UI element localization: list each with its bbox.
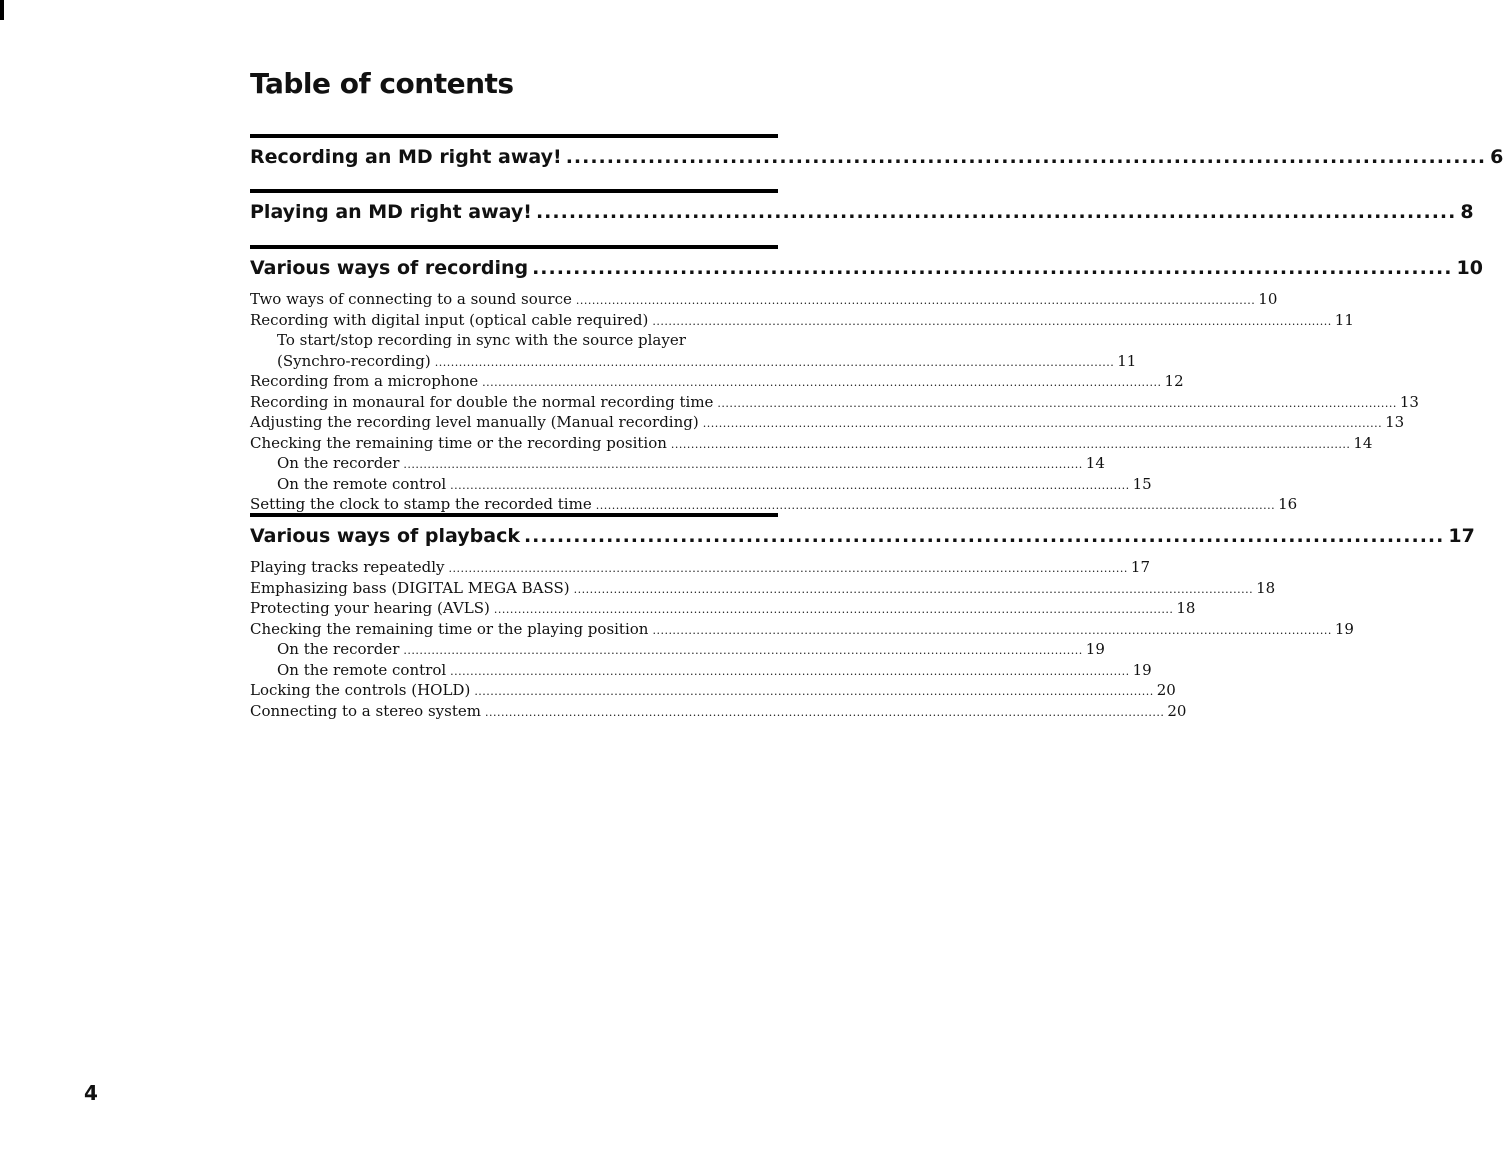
toc-entry[interactable]: [250, 372, 1184, 393]
leader-dots: ..........................................................................................................................................................................: [448, 562, 1128, 575]
leader-dots: ..........................................................................................................................................................................: [575, 294, 1256, 307]
toc-entry-page: 13: [1399, 392, 1419, 411]
toc-subentry[interactable]: [250, 454, 1105, 475]
section-heading[interactable]: [250, 523, 1475, 549]
leader-dots: ..........................................................................................................................................................................: [595, 499, 1276, 512]
toc-entry-text: Recording from a microphone: [250, 372, 479, 390]
toc-entry[interactable]: [250, 578, 1276, 600]
toc-entry[interactable]: [250, 290, 1278, 311]
toc-entry-text: On the recorder: [277, 454, 400, 472]
toc-section-various-playback: [250, 513, 1475, 722]
toc-entry[interactable]: [250, 392, 1419, 414]
toc-entry-text: Checking the remaining time or the playing position: [250, 619, 649, 638]
toc-entry-text: Two ways of connecting to a sound source: [250, 290, 572, 308]
toc-entry-text: (Synchro-recording): [277, 351, 431, 370]
toc-subentry[interactable]: [250, 640, 1105, 661]
page-title: Table of contents: [250, 67, 514, 100]
section-heading[interactable]: [250, 144, 1503, 170]
section-heading-text: Recording an MD right away!: [250, 146, 562, 168]
section-heading-text: Various ways of playback: [250, 525, 520, 547]
leader-dots: ..........................................................................................................................................................................: [573, 582, 1254, 596]
toc-subentry[interactable]: [250, 331, 763, 352]
section-rule: [250, 189, 778, 193]
toc-entry-page: 19: [1334, 619, 1354, 638]
toc-entry-page: 19: [1085, 640, 1105, 658]
toc-entry-page: 15: [1132, 474, 1152, 493]
toc-entry-page: 14: [1085, 454, 1105, 472]
toc-section-recording-right-away: [250, 134, 1503, 170]
toc-entry-text: Adjusting the recording level manually (Manual recording): [250, 413, 699, 431]
leader-dots: ..........................................................................................................................................................................: [403, 458, 1083, 471]
toc-entry-page: 10: [1258, 290, 1278, 308]
toc-entry-text: Checking the remaining time or the recording position: [250, 433, 667, 452]
leader-dots: ..........................................................................................................................................................................: [484, 705, 1165, 719]
toc-entry-text: On the recorder: [277, 640, 400, 658]
section-heading[interactable]: [250, 199, 1474, 225]
toc-entry[interactable]: [250, 433, 1373, 455]
leader-dots: ..........................................................................................................................................................................: [493, 603, 1174, 616]
toc-entry-page: 11: [1334, 310, 1354, 329]
toc-entry-text: To start/stop recording in sync with the source player: [277, 331, 686, 349]
leader-dots: ................................................................................................................: [523, 525, 1445, 547]
toc-entry[interactable]: [250, 681, 1176, 702]
toc-entry-text: Recording in monaural for double the normal recording time: [250, 392, 714, 411]
toc-entry-page: 19: [1132, 660, 1152, 679]
leader-dots: ..........................................................................................................................................................................: [450, 664, 1130, 678]
toc-entry[interactable]: [250, 599, 1196, 620]
toc-entry-page: 20: [1156, 681, 1176, 699]
toc-entry-page: 18: [1256, 578, 1276, 597]
section-heading-text: Various ways of recording: [250, 257, 529, 279]
toc-entry-text: Locking the controls (HOLD): [250, 681, 471, 699]
section-entries: [250, 290, 1419, 516]
toc-entry[interactable]: [250, 619, 1354, 641]
toc-entry-text: Setting the clock to stamp the recorded time: [250, 495, 592, 513]
section-rule: [250, 245, 778, 249]
toc-entry-page: 12: [1164, 372, 1184, 390]
section-page-number: 6: [1490, 146, 1503, 168]
toc-entry-page: 14: [1353, 433, 1373, 452]
toc-subentry[interactable]: [250, 351, 1137, 373]
section-rule: [250, 134, 778, 138]
toc-entry-page: 13: [1385, 413, 1405, 431]
section-page-number: 17: [1448, 525, 1475, 547]
section-rule: [250, 513, 778, 517]
toc-entry-text: Recording with digital input (optical cable required): [250, 310, 649, 329]
toc-entry-text: Protecting your hearing (AVLS): [250, 599, 490, 617]
page-number: 4: [84, 1081, 98, 1105]
toc-entry-page: 17: [1130, 558, 1150, 576]
leader-dots: ..........................................................................................................................................................................: [670, 437, 1351, 451]
leader-dots: ................................................................................................................: [532, 257, 1453, 279]
leader-dots: ..........................................................................................................................................................................: [450, 478, 1130, 492]
toc-entry-text: On the remote control: [277, 660, 447, 679]
toc-entry-text: Playing tracks repeatedly: [250, 558, 445, 576]
toc-entry-page: 16: [1278, 495, 1298, 513]
toc-subentry[interactable]: [250, 660, 1152, 682]
leader-dots: ..........................................................................................................................................................................: [474, 685, 1154, 698]
toc-entry-page: 20: [1167, 701, 1187, 720]
toc-entry-page: 18: [1176, 599, 1196, 617]
leader-dots: ................................................................................................................: [565, 146, 1487, 168]
section-page-number: 8: [1460, 201, 1474, 223]
leader-dots: ..........................................................................................................................................................................: [702, 417, 1383, 430]
section-page-number: 10: [1456, 257, 1483, 279]
toc-entry-page: 11: [1117, 351, 1137, 370]
toc-entry-text: Connecting to a stereo system: [250, 701, 481, 720]
toc-entry-text: On the remote control: [277, 474, 447, 493]
leader-dots: ..........................................................................................................................................................................: [434, 355, 1115, 369]
toc-entry[interactable]: [250, 310, 1354, 332]
toc-entry[interactable]: [250, 701, 1187, 723]
toc-entry-text: Emphasizing bass (DIGITAL MEGA BASS): [250, 578, 570, 597]
toc-entry[interactable]: [250, 413, 1405, 434]
toc-entry[interactable]: [250, 558, 1150, 579]
leader-dots: ..........................................................................................................................................................................: [403, 644, 1083, 657]
toc-section-playing-right-away: [250, 189, 1474, 225]
section-heading-text: Playing an MD right away!: [250, 201, 532, 223]
leader-dots: ..........................................................................................................................................................................: [652, 623, 1332, 637]
section-entries: [250, 558, 1354, 722]
toc-subentry[interactable]: [250, 474, 1152, 496]
toc-section-various-recording: [250, 245, 1483, 516]
leader-dots: ..........................................................................................................................................................................: [482, 376, 1162, 389]
leader-dots: ................................................................................................................: [535, 201, 1457, 223]
section-heading[interactable]: [250, 255, 1483, 281]
leader-dots: ..........................................................................................................................................................................: [717, 396, 1397, 410]
page-edge-mark: [0, 0, 4, 20]
leader-dots: ..........................................................................................................................................................................: [652, 314, 1332, 328]
